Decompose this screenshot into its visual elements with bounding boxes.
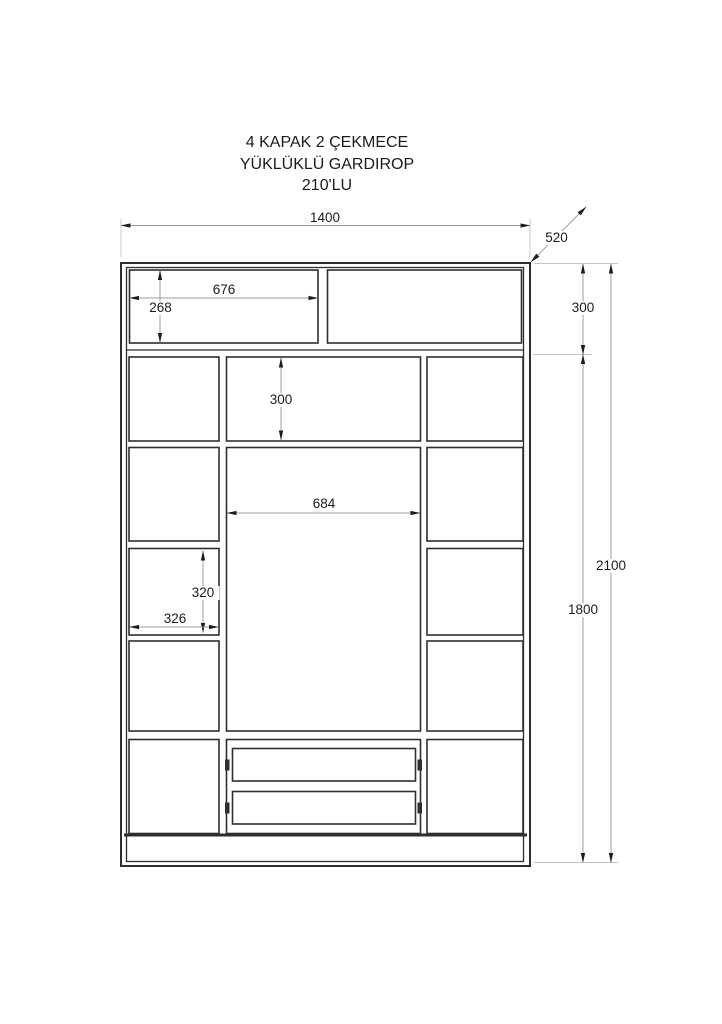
- drawer-slide-clip: [225, 803, 230, 814]
- right-compartment-3: [427, 549, 523, 636]
- drawers: [225, 749, 422, 825]
- dim-side-shelf-height: [187, 551, 220, 633]
- drawing-title: [240, 134, 414, 194]
- right-compartment-1: [427, 357, 523, 441]
- dim-overall-width: [121, 210, 530, 257]
- right-compartment-5: [427, 740, 523, 834]
- title-line-1: 4 KAPAK 2 ÇEKMECE: [245, 134, 409, 151]
- drawer-slide-clip: [418, 803, 423, 814]
- dim-side-shelf-width: [130, 611, 219, 627]
- loft-door-right: [328, 270, 522, 343]
- dim-center-opening-width: [227, 496, 420, 513]
- middle-column: [227, 357, 421, 834]
- title-line-3: 210'LU: [301, 177, 353, 194]
- center-hanging-opening: [227, 448, 421, 732]
- dim-loft-door-width: [130, 282, 319, 298]
- dim-loft-section-height: [533, 264, 618, 355]
- dim-label-overall-width: 1400: [309, 210, 341, 225]
- dim-loft-door-height: [144, 271, 177, 343]
- title-line-2: YÜKLÜKLÜ GARDIROP: [239, 156, 415, 173]
- dim-label-side-shelf-width: 326: [163, 611, 187, 626]
- drawer-front-2: [233, 792, 416, 825]
- dim-lower-body-height: [564, 355, 603, 863]
- left-compartment-4: [129, 641, 219, 731]
- dim-upper-shelf-height: [266, 358, 297, 440]
- drawer-slide-clip: [225, 760, 230, 771]
- dim-label-lower-body-height: 1800: [567, 602, 599, 617]
- middle-top-shelf-compartment: [227, 357, 421, 441]
- dim-label-loft-door-width: 676: [212, 282, 236, 297]
- left-compartment-2: [129, 448, 219, 542]
- right-compartment-2: [427, 448, 523, 542]
- dim-label-depth: 520: [545, 230, 568, 245]
- left-compartment-1: [129, 357, 219, 441]
- dim-label-upper-shelf-height: 300: [269, 392, 293, 407]
- dim-label-center-opening-width: 684: [312, 496, 336, 511]
- loft-section: [130, 270, 522, 343]
- dim-label-loft-section-height: 300: [571, 300, 595, 315]
- drawer-unit: [227, 740, 421, 834]
- cabinet-outer-frame: [121, 263, 530, 866]
- dim-total-height: [534, 264, 631, 863]
- dim-label-loft-door-height: 268: [149, 300, 172, 315]
- right-column: [427, 357, 523, 834]
- right-compartment-4: [427, 641, 523, 731]
- drawer-slide-clip: [418, 760, 423, 771]
- dim-depth: [531, 207, 586, 262]
- dim-label-total-height: 2100: [595, 558, 627, 573]
- left-compartment-5: [129, 740, 219, 834]
- dim-label-side-shelf-height: 320: [191, 585, 215, 600]
- drawer-front-1: [233, 749, 416, 782]
- cabinet-outline: [121, 263, 530, 866]
